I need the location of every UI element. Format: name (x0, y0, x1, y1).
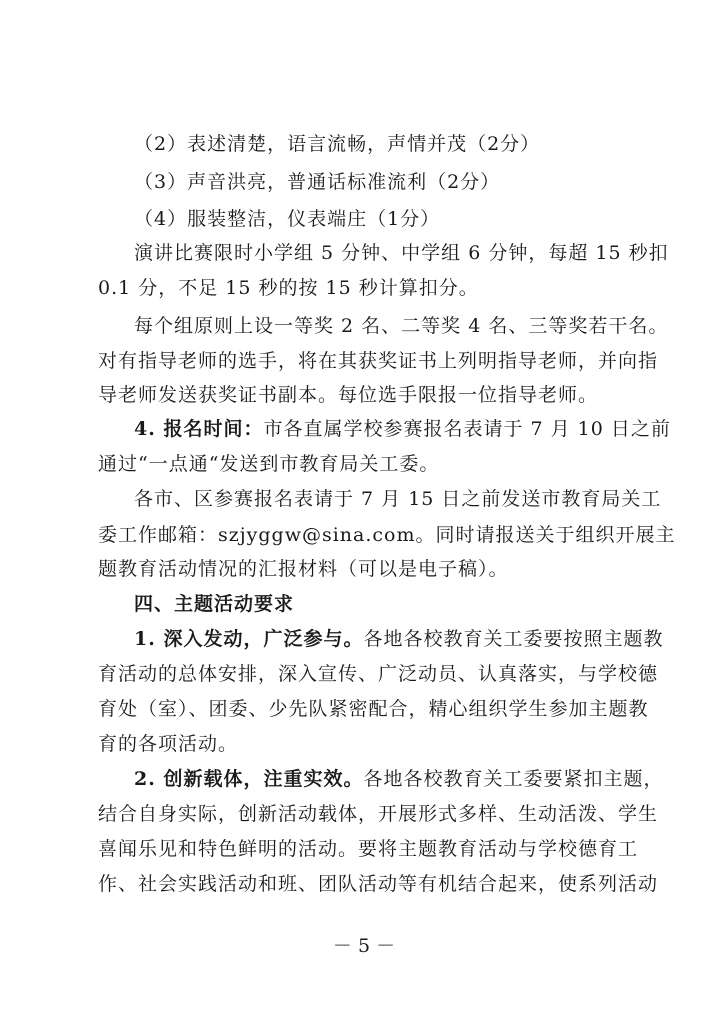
paragraph-line: 育处（室）、团委、少先队紧密配合，精心组织学生参加主题教 (98, 698, 649, 720)
paragraph-line (134, 417, 671, 441)
paragraph-text: 各地各校教育关工委要按照主题教 (363, 628, 664, 650)
section-heading: 1. 深入发动，广泛参与。 (134, 628, 364, 650)
paragraph-line: 委工作邮箱：szjyggw@sina.com。同时请报送关于组织开展主 (98, 524, 676, 546)
paragraph-line: 育的各项活动。 (98, 733, 239, 755)
section-heading: 4. 报名时间： (134, 418, 264, 440)
section-title: 四、主题活动要求 (134, 593, 295, 615)
paragraph-line: （4）服装整洁，仪表端庄（1分） (134, 208, 441, 230)
paragraph-line: 作、社会实践活动和班、团队活动等有机结合起来，使系列活动 (98, 873, 659, 895)
paragraph-line (134, 767, 664, 791)
paragraph-text: 各地各校教育关工委要紧扣主题， (363, 768, 664, 790)
paragraph-line: 演讲比赛限时小学组 5 分钟、中学组 6 分钟，每超 15 秒扣 (134, 242, 669, 264)
paragraph-line: （2）表述清楚，语言流畅，声情并茂（2分） (134, 133, 541, 155)
paragraph-line: 0.1 分，不足 15 秒的按 15 秒计算扣分。 (98, 277, 479, 299)
paragraph-line: 每个组原则上设一等奖 2 名、二等奖 4 名、三等奖若干名。 (134, 315, 669, 337)
paragraph-line: 结合自身实际，创新活动载体，开展形式多样、生动活泼、学生 (98, 803, 659, 825)
paragraph-line: （3）声音洪亮，普通话标准流利（2分） (134, 171, 501, 193)
paragraph-line: 各市、区参赛报名表请于 7 月 15 日之前发送市教育局关工 (134, 488, 662, 510)
page-number: － 5 － (332, 935, 396, 957)
paragraph-line: 对有指导老师的选手，将在其获奖证书上列明指导老师，并向指 (98, 350, 659, 372)
paragraph-line: 育活动的总体安排，深入宣传、广泛动员、认真落实，与学校德 (98, 663, 659, 685)
paragraph-line: 题教育活动情况的汇报材料（可以是电子稿）。 (98, 558, 509, 580)
paragraph-line (134, 627, 664, 651)
paragraph-line: 通过“一点通“发送到市教育局关工委。 (98, 453, 440, 475)
paragraph-line: 导老师发送获奖证书副本。每位选手限报一位指导老师。 (98, 384, 599, 406)
paragraph-line: 喜闻乐见和特色鲜明的活动。要将主题教育活动与学校德育工 (98, 838, 639, 860)
section-heading: 2. 创新载体，注重实效。 (134, 768, 364, 790)
paragraph-text: 市各直属学校参赛报名表请于 7 月 10 日之前 (263, 418, 671, 440)
